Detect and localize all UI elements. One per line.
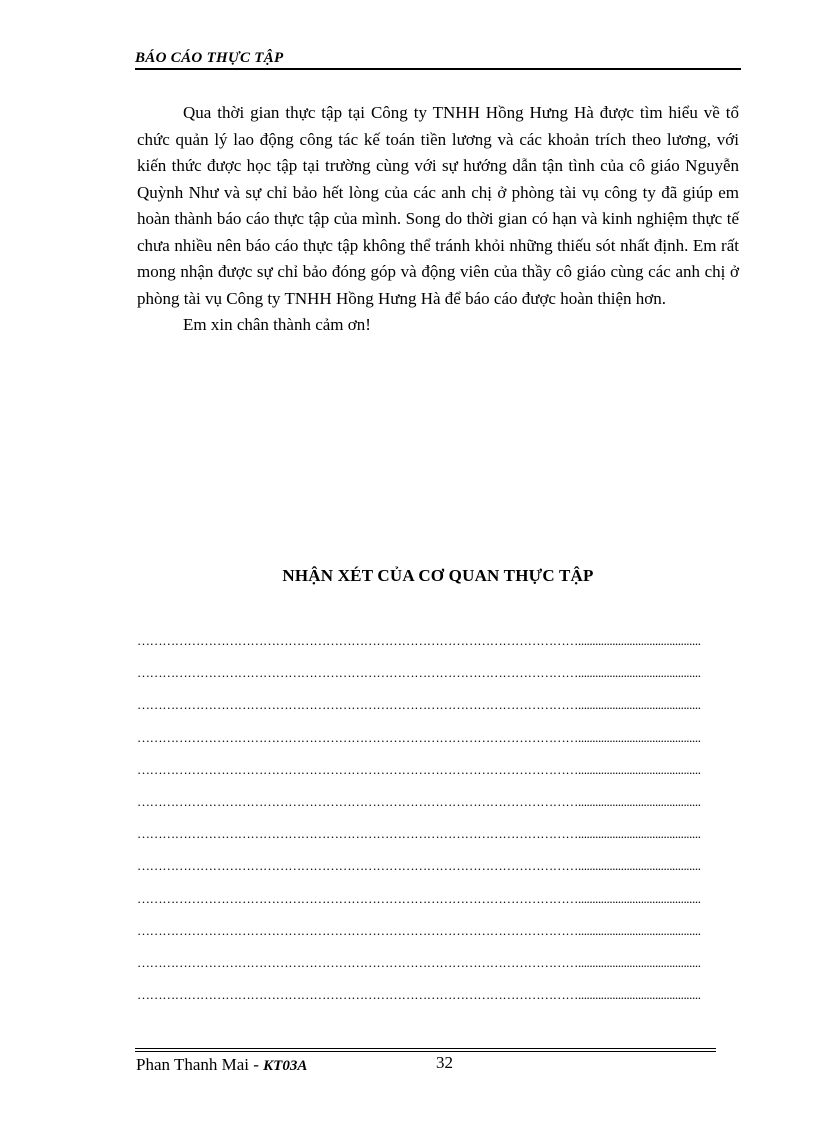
dotted-line: ……………………………………………………………………………………………........................................... — [137, 826, 701, 842]
footer-rule — [135, 1051, 716, 1052]
dotted-line: ……………………………………………………………………………………………........................................... — [137, 922, 701, 938]
dotted-line: ……………………………………………………………………………………………........................................... — [137, 697, 701, 713]
review-dotted-lines — [137, 625, 739, 1011]
dotted-line: ……………………………………………………………………………………………........................................... — [137, 665, 701, 681]
header-title: BÁO CÁO THỰC TẬP — [135, 50, 284, 66]
dotted-line: ……………………………………………………………………………………………........................................... — [137, 858, 701, 874]
dotted-line: ……………………………………………………………………………………………........................................... — [137, 761, 701, 777]
dotted-line: ……………………………………………………………………………………………........................................... — [137, 954, 701, 970]
paragraph-thanks: Em xin chân thành cảm ơn! — [183, 315, 371, 334]
body-text — [137, 100, 739, 339]
paragraph-main: Qua thời gian thực tập tại Công ty TNHH Hồng Hưng Hà được tìm hiểu về tổ chức quản lý lao động công tác kế toán tiền lương và các khoản trích theo lương, với kiến thức được học tập tại trường cùng với sự hướng dẫn tận tình của cô giáo Nguyễn Quỳnh Như và sự chỉ bảo hết lòng của các anh chị ở phòng tài vụ công ty đã giúp em hoàn thành báo cáo thực tập của mình. Song do thời gian có hạn và kinh nghiệm thực tế chưa nhiều nên báo cáo thực tập không thể tránh khỏi những thiếu sót nhất định. Em rất mong nhận được sự chỉ bảo đóng góp và động viên của thầy cô giáo cùng các anh chị ở phòng tài vụ Công ty TNHH Hồng Hưng Hà để báo cáo được hoàn thiện hơn. — [137, 103, 739, 308]
dotted-line: ……………………………………………………………………………………………........................................... — [137, 987, 701, 1003]
footer-author — [136, 1054, 307, 1077]
author-name: Phan Thanh Mai - — [136, 1055, 264, 1074]
footer-rule — [135, 1048, 716, 1049]
header-rule — [135, 68, 741, 70]
dotted-line: ……………………………………………………………………………………………........................................... — [137, 793, 701, 809]
dotted-line: ……………………………………………………………………………………………........................................... — [137, 890, 701, 906]
page-number: 32 — [436, 1053, 453, 1072]
dotted-line: ……………………………………………………………………………………………........................................... — [137, 729, 701, 745]
review-section-title: NHẬN XÉT CỦA CƠ QUAN THỰC TẬP — [282, 566, 594, 585]
dotted-line: ……………………………………………………………………………………………........................................... — [137, 633, 701, 648]
class-code: KT03A — [263, 1058, 308, 1074]
page-header — [135, 48, 741, 68]
